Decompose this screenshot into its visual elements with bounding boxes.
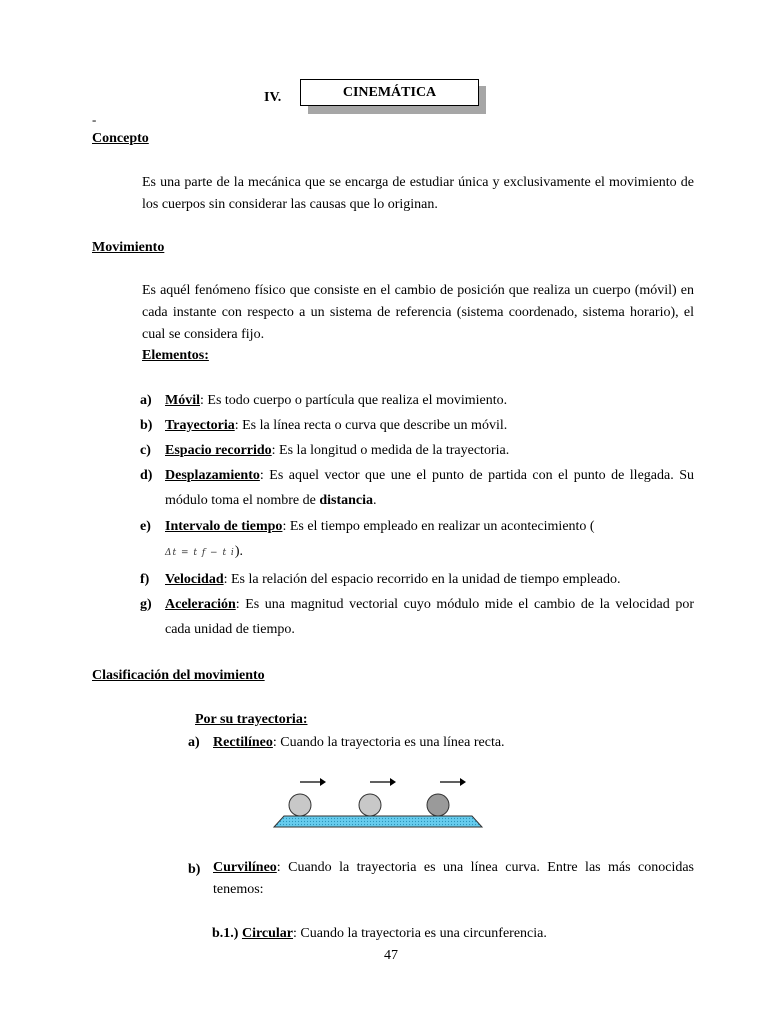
surface-icon xyxy=(274,816,482,827)
bold-word-distancia: distancia xyxy=(319,493,374,508)
elementos-heading: Elementos: xyxy=(142,348,209,363)
stray-mark: - xyxy=(92,112,97,127)
term-velocidad: Velocidad xyxy=(165,572,224,587)
item-end: ). xyxy=(234,544,243,559)
list-item xyxy=(140,438,694,463)
concepto-text: Es una parte de la mecánica que se encarga de estudiar única y exclusivamente el movimiento de los cuerpos sin considerar las causas que lo originan. xyxy=(142,175,694,212)
term-aceleracion: Aceleración xyxy=(165,597,236,612)
item-text: : Es una magnitud vectorial cuyo módulo mide el cambio de la velocidad por cada unidad de tiempo. xyxy=(165,597,694,637)
item-text: : Es la longitud o medida de la trayectoria. xyxy=(271,443,510,458)
arrow-icon xyxy=(370,778,396,786)
item-text: : Cuando la trayectoria es una línea curva. Entre las más conocidas tenemos: xyxy=(213,860,694,897)
arrow-icon xyxy=(300,778,326,786)
list-item xyxy=(140,388,694,413)
list-item xyxy=(140,592,694,642)
list-item xyxy=(188,730,694,755)
ball-icon xyxy=(289,794,311,816)
item-label: b) xyxy=(188,862,201,877)
subitem-label: b.1.) xyxy=(212,926,239,941)
ball-icon xyxy=(427,794,449,816)
movimiento-heading: Movimiento xyxy=(92,240,165,255)
item-label: f) xyxy=(140,572,150,587)
item-text: : Es la línea recta o curva que describe un móvil. xyxy=(234,418,508,433)
list-item xyxy=(140,514,694,566)
term-curvilineo: Curvilíneo xyxy=(213,860,277,875)
item-label: c) xyxy=(140,443,151,458)
list-item xyxy=(140,567,694,592)
term-intervalo-de-tiempo: Intervalo de tiempo xyxy=(165,519,283,534)
term-circular: Circular xyxy=(241,926,294,941)
movimiento-text: Es aquél fenómeno físico que consiste en el cambio de posición que realiza un cuerpo (móvil) en cada instante con respecto a un sistema de referencia (sistema coordenado, sistema horario), el cual se considera fijo. xyxy=(142,283,694,342)
list-item xyxy=(140,413,694,438)
sub-list-item xyxy=(212,926,547,942)
term-trayectoria: Trayectoria xyxy=(165,418,235,433)
item-text: : Es la relación del espacio recorrido en la unidad de tiempo empleado. xyxy=(223,572,621,587)
ball-icon xyxy=(359,794,381,816)
list-item xyxy=(188,857,694,901)
list-item xyxy=(140,463,694,513)
item-text: : Es el tiempo empleado en realizar un acontecimiento ( xyxy=(282,519,595,534)
item-text: : Cuando la trayectoria es una circunferencia. xyxy=(293,926,547,941)
chapter-title: CINEMÁTICA xyxy=(300,79,479,106)
item-label: b) xyxy=(140,418,153,433)
item-text: : Es aquel vector que une el punto de partida con el punto de llegada. Su módulo toma el nombre de xyxy=(165,468,694,508)
item-end: . xyxy=(373,493,377,508)
arrow-icon xyxy=(440,778,466,786)
trayectoria-subheading: Por su trayectoria: xyxy=(195,712,308,727)
chapter-number: IV. xyxy=(264,90,282,105)
item-text: : Cuando la trayectoria es una línea recta. xyxy=(272,735,505,750)
item-label: e) xyxy=(140,519,151,534)
item-text: : Es todo cuerpo o partícula que realiza el movimiento. xyxy=(200,393,508,408)
clasificacion-heading: Clasificación del movimiento xyxy=(92,668,265,683)
item-label: d) xyxy=(140,468,153,483)
item-label: a) xyxy=(140,393,152,408)
term-desplazamiento: Desplazamiento xyxy=(165,468,260,483)
formula-delta-t: Δt = t f − t i xyxy=(165,548,235,558)
item-label: g) xyxy=(140,597,152,612)
rectilinear-motion-figure xyxy=(270,772,486,832)
term-rectilineo: Rectilíneo xyxy=(213,735,273,750)
term-movil: Móvil xyxy=(165,393,200,408)
item-label: a) xyxy=(188,735,200,750)
term-espacio-recorrido: Espacio recorrido xyxy=(165,443,272,458)
concepto-heading: Concepto xyxy=(92,131,149,146)
page-number: 47 xyxy=(384,948,398,963)
